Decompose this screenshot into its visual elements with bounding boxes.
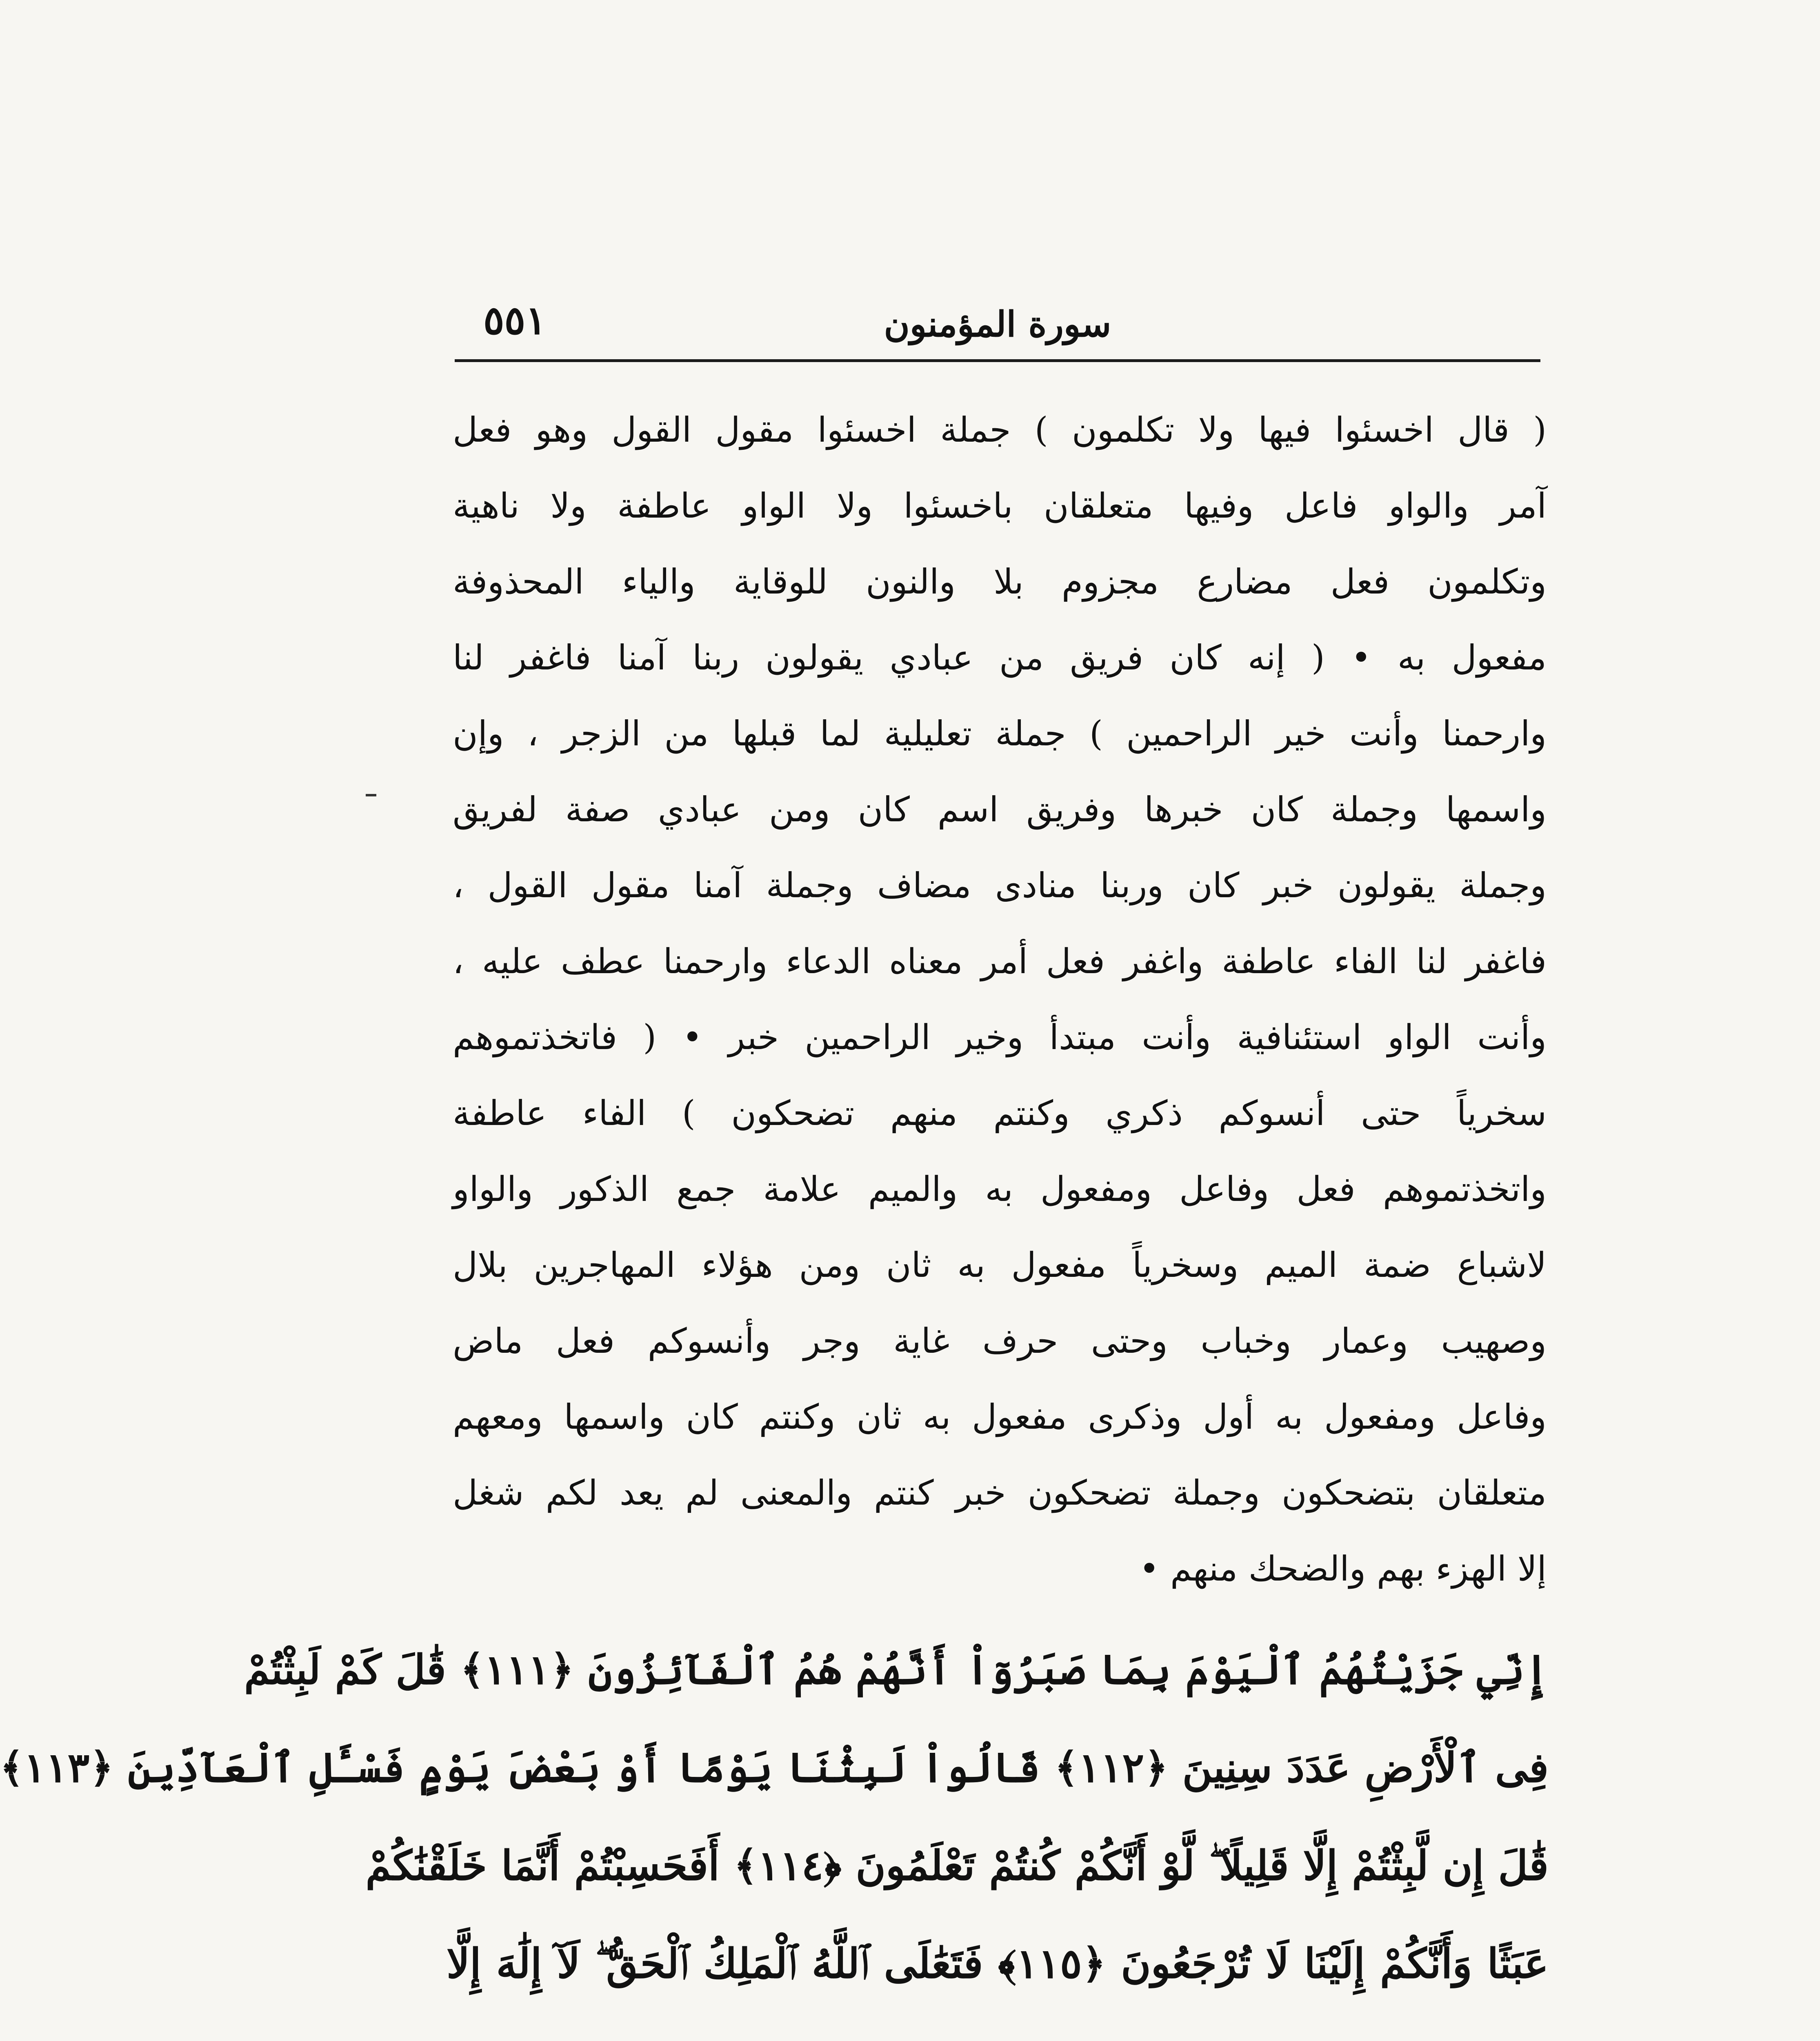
commentary-line: وصهيب وعمار وخباب وحتى حرف غاية وجر وأنسوكم فعل ماض	[453, 1321, 1547, 1361]
margin-mark	[366, 794, 376, 796]
commentary-line: وتكلمون فعل مضارع مجزوم بلا والنون للوقاية والياء المحذوفة	[453, 562, 1547, 602]
page-title: سورة المؤمنون	[884, 304, 1111, 345]
verse-line: إِنِّي جَزَيْتُهُمُ ٱلْيَوْمَ بِمَا صَبَرُوٓاْ أَنَّهُمْ هُمُ ٱلْفَآئِزُونَ ﴿١١١﴾ قَٰلَ كَمْ لَبِثْتُمْ	[244, 1645, 1549, 1694]
commentary-line: آمر والواو فاعل وفيها متعلقان باخسئوا ولا الواو عاطفة ولا ناهية	[453, 486, 1547, 526]
commentary-line: ( قال اخسئوا فيها ولا تكلمون ) جملة اخسئوا مقول القول وهو فعل	[453, 410, 1547, 450]
commentary-line: سخرياً حتى أنسوكم ذكري وكنتم منهم تضحكون ) الفاء عاطفة	[453, 1093, 1547, 1133]
commentary-text	[453, 392, 1547, 1607]
commentary-line: متعلقان بتضحكون وجملة تضحكون خبر كنتم والمعنى لم يعد لكم شغل	[453, 1473, 1547, 1513]
commentary-line: لاشباع ضمة الميم وسخرياً مفعول به ثان ومن هؤلاء المهاجرين بلال	[453, 1245, 1547, 1285]
verse-line: عَبَثًا وَأَنَّكُمْ إِلَيْنَا لَا تُرْجَعُونَ ﴿١١٥﴾ فَتَعَٰلَى ٱللَّهُ ٱلْمَلِكُ ٱلْحَقُّ ۖ لَآ إِلَٰهَ إِلَّا	[447, 1939, 1549, 1988]
commentary-line: واسمها وجملة كان خبرها وفريق اسم كان ومن عبادي صفة لفريق	[453, 789, 1547, 829]
commentary-line: فاغفر لنا الفاء عاطفة واغفر فعل أمر معناه الدعاء وارحمنا عطف عليه ،	[453, 941, 1547, 981]
commentary-line: وجملة يقولون خبر كان وربنا منادى مضاف وجملة آمنا مقول القول ،	[453, 865, 1547, 905]
verse-line: قَٰلَ إِن لَّبِثْتُمْ إِلَّا قَلِيلًا ۖ لَّوْ أَنَّكُمْ كُنتُمْ تَعْلَمُونَ ﴿١١٤﴾ أَفَحَسِبْتُمْ أَنَّمَا خَلَقْنَٰكُمْ	[365, 1841, 1549, 1890]
page-header	[455, 294, 1540, 362]
page-number: ٥٥١	[483, 297, 547, 343]
verse-line: فِى ٱلْأَرْضِ عَدَدَ سِنِينَ ﴿١١٢﴾ قَالُواْ لَبِثْنَا يَوْمًا أَوْ بَعْضَ يَوْمٍ فَسْـَٔلِ ٱلْعَآدِّينَ ﴿١١٣﴾	[0, 1743, 1549, 1792]
commentary-line: واتخذتموهم فعل وفاعل ومفعول به والميم علامة جمع الذكور والواو	[453, 1169, 1547, 1209]
commentary-line: إلا الهزء بهم والضحك منهم •	[1139, 1549, 1547, 1589]
commentary-line: وفاعل ومفعول به أول وذكرى مفعول به ثان وكنتم كان واسمها ومعهم	[453, 1397, 1547, 1437]
commentary-line: وارحمنا وأنت خير الراحمين ) جملة تعليلية لما قبلها من الزجر ، وإن	[453, 714, 1547, 754]
commentary-line: مفعول به • ( إنه كان فريق من عبادي يقولون ربنا آمنا فاغفر لنا	[453, 638, 1547, 678]
quran-verses	[0, 1621, 1549, 2012]
commentary-line: وأنت الواو استئنافية وأنت مبتدأ وخير الراحمين خبر • ( فاتخذتموهم	[453, 1017, 1547, 1057]
